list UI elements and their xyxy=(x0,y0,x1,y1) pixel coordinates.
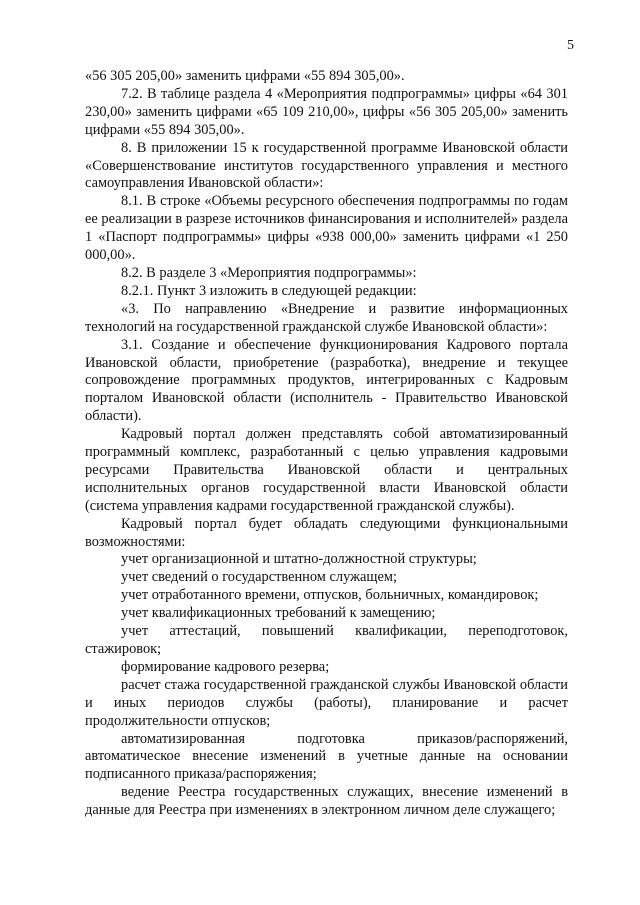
paragraph: учет сведений о государственном служащем; xyxy=(121,569,397,586)
paragraph: ведение Реестра государственных служащих, внесение изменений в данные для Реестра при изменениях в электронном личном деле служащего; xyxy=(85,784,568,819)
paragraph: 8.1. В строке «Объемы ресурсного обеспечения подпрограммы по годам ее реализации в разрезе источников финансирования и исполнителей» раздела 1 «Паспорт подпрограммы» цифры «938 000,00» заменить цифрами «1 250 000,00». xyxy=(85,193,568,264)
paragraph: учет организационной и штатно-должностной структуры; xyxy=(121,551,477,568)
paragraph: формирование кадрового резерва; xyxy=(121,658,330,675)
paragraph: 3.1. Создание и обеспечение функционирования Кадрового портала Ивановской области, приобретение (разработка), внедрение и текущее сопровождение программных продуктов, интегрированных с Кадровым порталом Ивановской области (исполнитель - Правительство Ивановской области). xyxy=(85,336,568,425)
paragraph: Кадровый портал должен представлять собой автоматизированный программный комплекс, разработанный с целью управления кадровыми ресурсами Правительства Ивановской области и центральных исполнительных органов государственной власти Ивановской области (система управления кадрами государственной гражданской службы). xyxy=(85,426,568,514)
paragraph: автоматизированная подготовка приказов/распоряжений, автоматическое внесение изменений в учетные данные на основании подписанного приказа/распоряжения; xyxy=(85,730,568,783)
paragraph: учет квалификационных требований к замещению; xyxy=(121,605,436,622)
paragraph: 8.2.1. Пункт 3 изложить в следующей редакции: xyxy=(121,282,417,299)
paragraph: Кадровый портал будет обладать следующими функциональными возможностями: xyxy=(85,515,568,550)
paragraph: учет аттестаций, повышений квалификации, переподготовок, стажировок; xyxy=(85,623,568,657)
paragraph: учет отработанного времени, отпусков, больничных, командировок; xyxy=(121,587,539,604)
paragraph: 7.2. В таблице раздела 4 «Мероприятия подпрограммы» цифры «64 301 230,00» заменить цифрами «65 109 210,00», цифры «56 305 205,00» заменить цифрами «55 894 305,00». xyxy=(85,85,568,138)
document-body xyxy=(85,68,568,820)
paragraph: расчет стажа государственной гражданской службы Ивановской области и иных периодов службы (работы), планирование и расчет продолжительности отпусков; xyxy=(85,676,568,729)
paragraph: 8.2. В разделе 3 «Мероприятия подпрограммы»: xyxy=(121,264,417,281)
paragraph: «3. По направлению «Внедрение и развитие информационных технологий на государственной гражданской службе Ивановской области»: xyxy=(85,300,568,335)
page-number: 5 xyxy=(567,38,574,53)
paragraph: «56 305 205,00» заменить цифрами «55 894 305,00». xyxy=(85,68,405,84)
paragraph: 8. В приложении 15 к государственной программе Ивановской области «Совершенствование институтов государственного управления и местного самоуправления Ивановской области»: xyxy=(85,139,568,192)
